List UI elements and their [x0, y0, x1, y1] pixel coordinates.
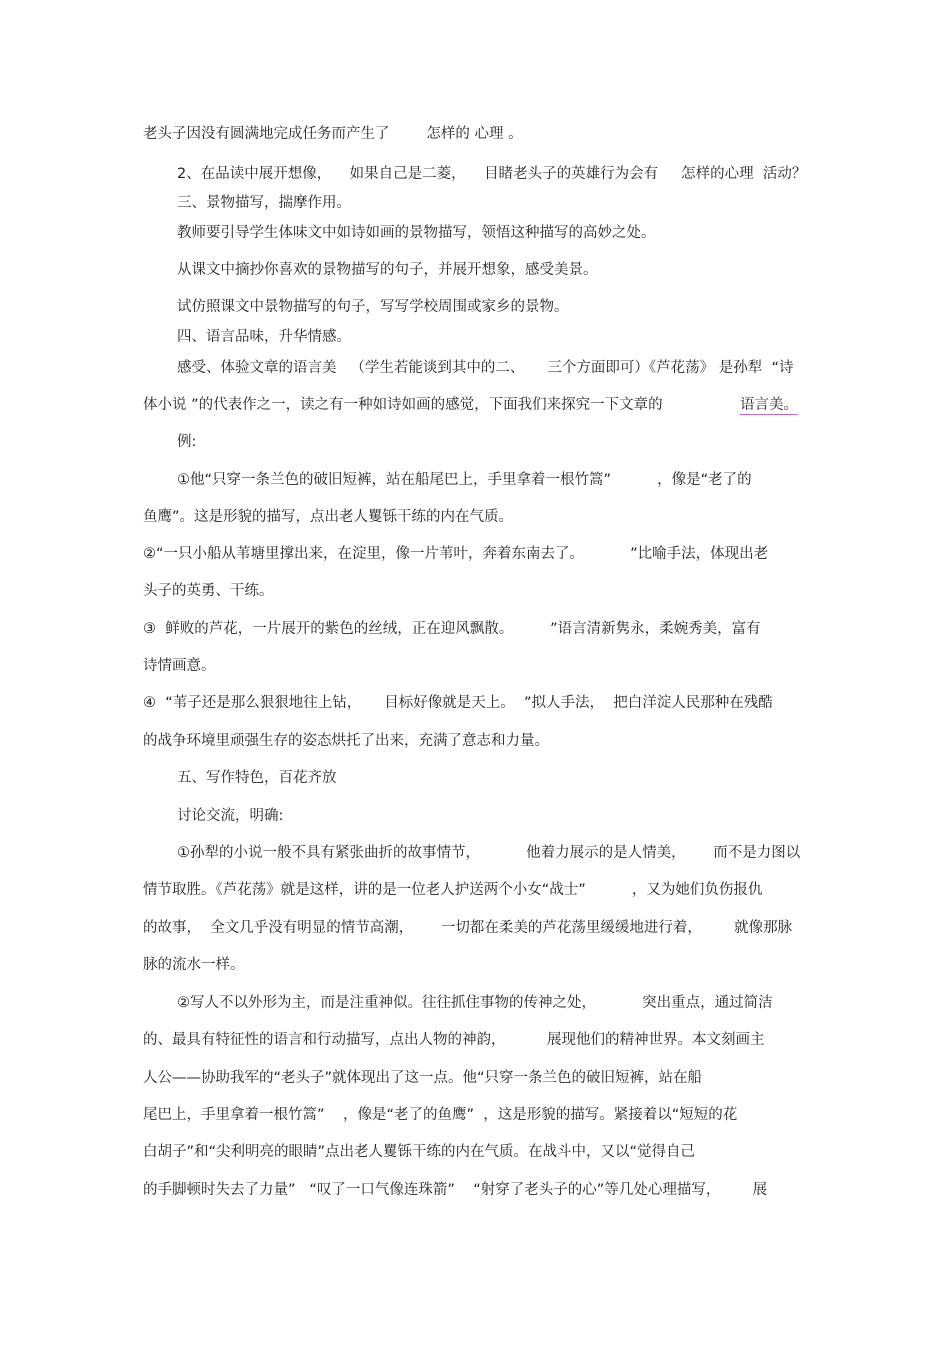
section-heading: 三、景物描写，揣摩作用。	[177, 195, 351, 211]
text-line: 脉的流水一样。	[143, 957, 245, 973]
text-line: ①他“只穿一条兰色的破旧短裤，站在船尾巴上，手里拿着一根竹篙” ，像是“老了的	[177, 472, 752, 488]
text-line: 从课文中摘抄你喜欢的景物描写的句子，并展开想象，感受美景。	[177, 262, 598, 278]
section-heading: 四、语言品味，升华情感。	[177, 329, 351, 345]
text-line: 的、最具有特征性的语言和行动描写，点出人物的神韵， 展现他们的精神世界。本文刻画主	[143, 1032, 765, 1048]
text-line: ③ 鲜败的芦花，一片展开的紫色的丝绒，正在迎风飘散。 ”语言清新隽永，柔婉秀美，富有	[143, 621, 761, 637]
underlined-term-text: 语言美。	[740, 397, 798, 413]
text-line: 老头子因没有圆满地完成任务而产生了 怎样的 心理 。	[143, 126, 523, 142]
text-line: ①孙犁的小说一般不具有紧张曲折的故事情节， 他着力展示的是人情美， 而不是力图以	[177, 845, 801, 861]
text-line: ②“一只小船从苇塘里撑出来，在淀里，像一片苇叶，奔着东南去了。 ”比喻手法，体现出老	[143, 546, 769, 562]
text-line: ④ “苇子还是那么狠狠地往上钻， 目标好像就是天上。 ”拟人手法， 把白洋淀人民那种在残酷	[143, 695, 773, 711]
text-line: 情节取胜。《芦花荡》就是这样，讲的是一位老人护送两个小女“战士” ，又为她们负伤报仇	[143, 882, 763, 898]
text-line: 尾巴上，手里拿着一根竹篙” ，像是“老了的鱼鹰” ，这是形貌的描写。紧接着以“短短的花	[143, 1107, 738, 1123]
section-heading: 五、写作特色，百花齐放	[177, 770, 337, 786]
text-line: 人公——协助我军的“老头子”就体现出了这一点。他“只穿一条兰色的破旧短裤，站在船	[143, 1070, 703, 1086]
text-line: 鱼鹰”。这是形貌的描写，点出老人矍铄干练的内在气质。	[143, 509, 514, 525]
text-line: 的故事， 全文几乎没有明显的情节高潮， 一切都在柔美的芦花荡里缓缓地进行着， 就像那脉	[143, 920, 793, 936]
text-line: 体小说 ”的代表作之一，读之有一种如诗如画的感觉，下面我们来探究一下文章的	[143, 397, 663, 413]
underlined-term	[740, 395, 798, 415]
text-line: 感受、体验文章的语言美 （学生若能谈到其中的二、 三个方面即可）《芦花荡》 是孙犁 “诗	[177, 360, 794, 376]
text-line: 2、在品读中展开想像， 如果自己是二菱， 目睹老头子的英雄行为会有 怎样的心理 活动？	[177, 166, 807, 182]
text-line: 的手脚顿时失去了力量” “叹了一口气像连珠箭” “射穿了老头子的心”等几处心理描写， 展	[143, 1182, 768, 1198]
text-line: 的战争环境里顽强生存的姿态烘托了出来，充满了意志和力量。	[143, 733, 549, 749]
text-line: ②写人不以外形为主，而是注重神似。往往抓住事物的传神之处， 突出重点，通过简洁	[177, 995, 773, 1011]
text-line: 头子的英勇、干练。	[143, 583, 274, 599]
text-line: 例:	[177, 434, 197, 450]
text-line: 诗情画意。	[143, 658, 216, 674]
text-line: 讨论交流，明确:	[177, 808, 284, 824]
text-line: 白胡子”和“尖利明亮的眼睛”点出老人矍铄干练的内在气质。在战斗中，又以“觉得自己	[143, 1144, 696, 1160]
text-line: 教师要引导学生体味文中如诗如画的景物描写，领悟这种描写的高妙之处。	[177, 225, 656, 241]
text-line: 试仿照课文中景物描写的句子，写写学校周围或家乡的景物。	[177, 299, 569, 315]
